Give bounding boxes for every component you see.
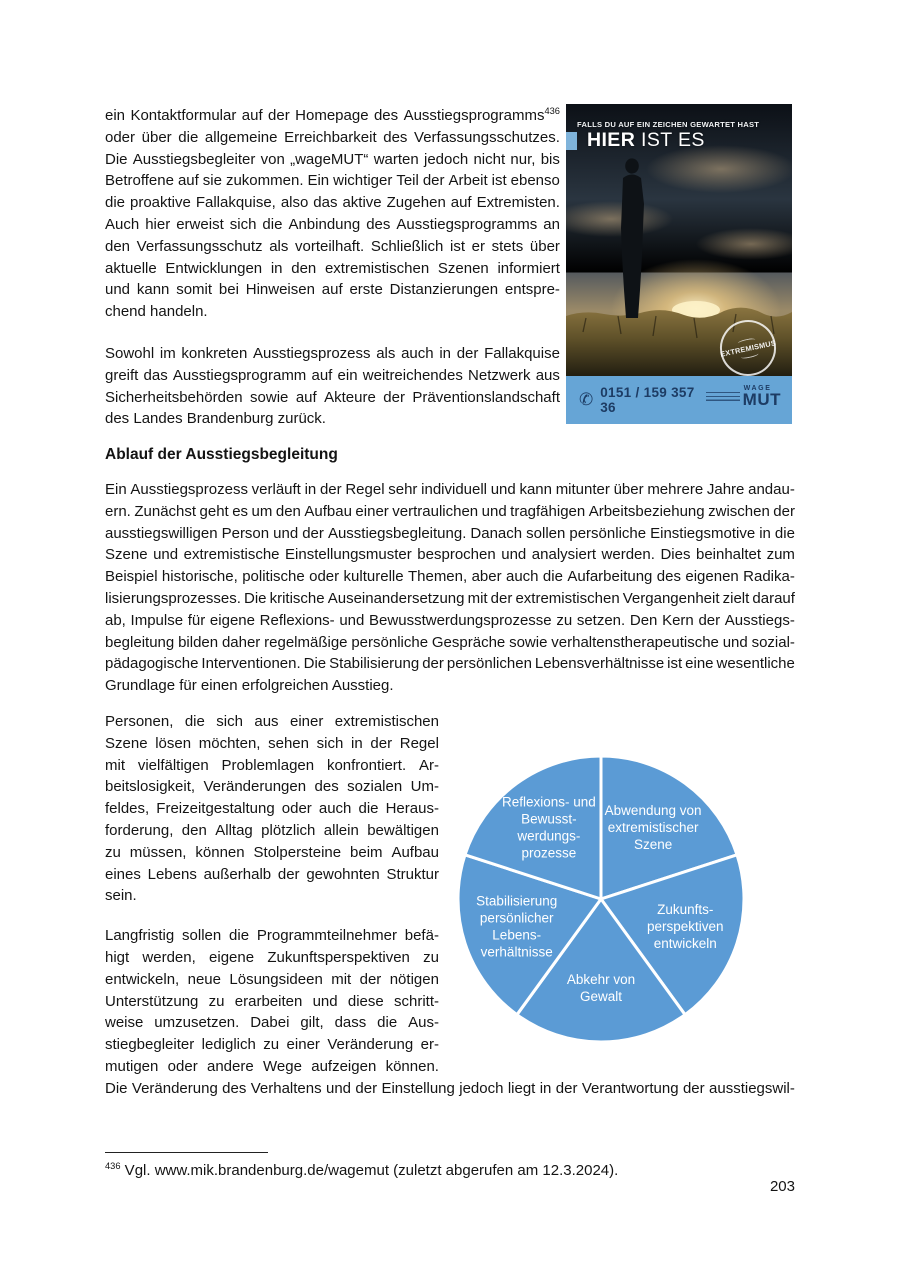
text-line: Sowohl im konkreten Ausstiegsprozess als auch in der Fallakquise: [105, 344, 560, 362]
text-line: Die Veränderung des Verhaltens und der Einstellung jedoch liegt in der Verantwortung der ausstiegswil-: [105, 1080, 795, 1097]
text-line: feldes, Freizeitgestaltung oder auch die Heraus-: [105, 800, 439, 818]
text-line: ausstiegswilligen Person und der Ausstiegsbegleitung. Danach sollen persönliche Einstiegsmotive in die: [105, 524, 795, 542]
logo-word-mut: MUT: [742, 389, 781, 409]
text-line: Szene und extremistische Einstellungsmuster besprochen und analysiert werden. Dies beinhaltet zum: [105, 546, 795, 564]
text-line: ein Kontaktformular auf der Homepage des Ausstiegsprogramms$^{436}$: [105, 106, 560, 124]
poster-kicker: FALLS DU AUF EIN ZEICHEN GEWARTET HAST: [577, 120, 760, 129]
text-line: forderung, den Alltag plötzlich allein bewältigen: [105, 821, 439, 839]
intro-text-column: [105, 105, 560, 430]
pie-slice-label: Abkehr von Gewalt: [566, 972, 636, 1004]
wagemut-logo: [706, 384, 781, 410]
wagemut-poster: [566, 104, 792, 424]
text-line: Betroffene auf sie zukommen. Ein wichtiger Teil der Arbeit ist ebenso: [105, 172, 560, 190]
text-line: ab, Impulse für eigene Reflexions- und Bewusstwerdungsprozesse zu setzen. Den Kern der Ausstiegs-: [105, 611, 795, 629]
poster-headline-text: HIER IST ES: [587, 129, 705, 151]
footnote-divider: [105, 1152, 268, 1153]
phone-number: 0151 / 159 357 36: [600, 385, 695, 415]
logo-word-wage: WAGE: [743, 384, 772, 392]
headline-accent-square: [566, 132, 577, 150]
paragraph-netzwerk: [105, 343, 560, 430]
text-line: mutigen oder andere Wege aufzeigen können.: [105, 1057, 439, 1075]
poster-headline: [566, 131, 705, 150]
text-line: den Verfassungsschutz als vorteilhaft. Schließlich ist er stets über: [105, 237, 560, 255]
text-line: pädagogische Interventionen. Die Stabilisierung der persönlichen Lebensverhältnisse ist eine wesentliche: [105, 655, 795, 673]
pie-chart-svg: [454, 752, 748, 1046]
text-line: Die Ausstiegsbegleiter von „wageMUT“ warten jedoch nicht nur, bis: [105, 150, 560, 168]
paragraph-langfristig-continuation: [105, 1078, 795, 1100]
stamp-text: EXTREMISMUS: [719, 337, 777, 359]
text-line: zu müssen, können Stolpersteine beim Aufbau: [105, 843, 439, 861]
pie-section-text-column: [105, 711, 439, 1078]
text-line: begleitung bilden daher regelmäßige persönliche Gespräche sowie verhaltenstherapeutische und sozial-: [105, 633, 795, 651]
text-line: stiegbegleiter lediglich zu einer Veränderung er-: [105, 1036, 439, 1054]
pie-slice-label: Reflexions- und Bewusst-werdungs-prozesse: [501, 794, 596, 861]
paragraph-langfristig: [105, 925, 439, 1078]
text-line: Beispiel historische, politische oder kulturelle Themen, aber auch die Aufarbeitung des eigenen Radika-: [105, 568, 795, 586]
text-line: mit vielfältigen Problemlagen konfrontiert. Ar-: [105, 756, 439, 774]
text-line: Grundlage für einen erfolgreichen Ausstieg.: [105, 677, 394, 695]
paragraph-problemlagen: [105, 711, 439, 907]
section-heading: Ablauf der Ausstiegsbegleitung: [105, 446, 338, 463]
text-line: Sicherheitsbehörden sowie auf Akteure der Präventionslandschaft: [105, 388, 560, 406]
poster-contact-band: [566, 376, 792, 424]
text-line: Langfristig sollen die Programmteilnehmer befä-: [105, 927, 439, 945]
text-line: sein.: [105, 887, 137, 905]
phone-icon: ✆: [579, 390, 594, 410]
pie-slice-label: Abwendung von extremistischer Szene: [604, 803, 702, 853]
text-line: Szene lösen möchten, sehen sich in der Regel: [105, 734, 439, 752]
text-line: Auch hier erweist sich die Anbindung des Ausstiegsprogramms an: [105, 215, 560, 233]
text-line: eines Lebens außerhalb der gewohnten Struktur: [105, 865, 439, 883]
paragraph-kontaktformular: [105, 105, 560, 323]
text-line: Personen, die sich aus einer extremistischen: [105, 713, 439, 730]
text-line: $^{436}$ Vgl. www.mik.brandenburg.de/wagemut (zuletzt abgerufen am 12.3.2024).: [105, 1161, 619, 1179]
text-line: des Landes Brandenburg zurück.: [105, 410, 326, 428]
text-line: chend handeln.: [105, 303, 208, 321]
text-line: ern. Zunächst geht es um den Aufbau einer vertraulichen und tragfähigen Arbeitsbeziehung zwischen der: [105, 502, 795, 520]
text-line: lisierungsprozesses. Die kritische Auseinandersetzung mit der extremistischen Vergangenheit zielt darauf: [105, 589, 795, 607]
paragraph-ausstiegsprozess: [105, 479, 795, 697]
text-line: greift das Ausstiegsprogramm auf ein weitreichendes Netzwerk aus: [105, 366, 560, 384]
text-line: weise umzusetzen. Dabei gilt, dass die Aus-: [105, 1014, 439, 1032]
ausstiegsbegleitung-pie-chart: [454, 752, 748, 1046]
text-line: higt werden, eigene Zukunftsperspektiven zu: [105, 948, 439, 966]
text-line: entwickeln, neue Lösungsideen mit der nötigen: [105, 970, 439, 988]
logo-fine-print-lines: [706, 392, 740, 403]
text-line: Unterstützung zu erarbeiten und diese schritt-: [105, 992, 439, 1010]
pie-slice-label: Zukunfts-perspektiven entwickeln: [647, 902, 724, 952]
text-line: oder über die allgemeine Erreichbarkeit des Verfassungsschutzes.: [105, 128, 560, 146]
page-number: 203: [769, 1178, 795, 1195]
text-line: Ein Ausstiegsprozess verläuft in der Regel sehr individuell und kann mitunter über mehrere Jahre andau-: [105, 481, 795, 498]
text-line: und kann somit bei Hinweisen auf erste Distanzierungen entspre-: [105, 281, 560, 299]
text-line: beitslosigkeit, Veränderungen des sozialen Um-: [105, 778, 439, 796]
text-line: aktuelle Entwicklungen in den extremistischen Szenen informiert: [105, 259, 560, 277]
pie-slice-label: Stabilisierung persönlicher Lebens-verhältnisse: [476, 893, 558, 960]
text-line: die proaktive Fallakquise, also das aktive Zugehen auf Extremisten.: [105, 194, 560, 212]
